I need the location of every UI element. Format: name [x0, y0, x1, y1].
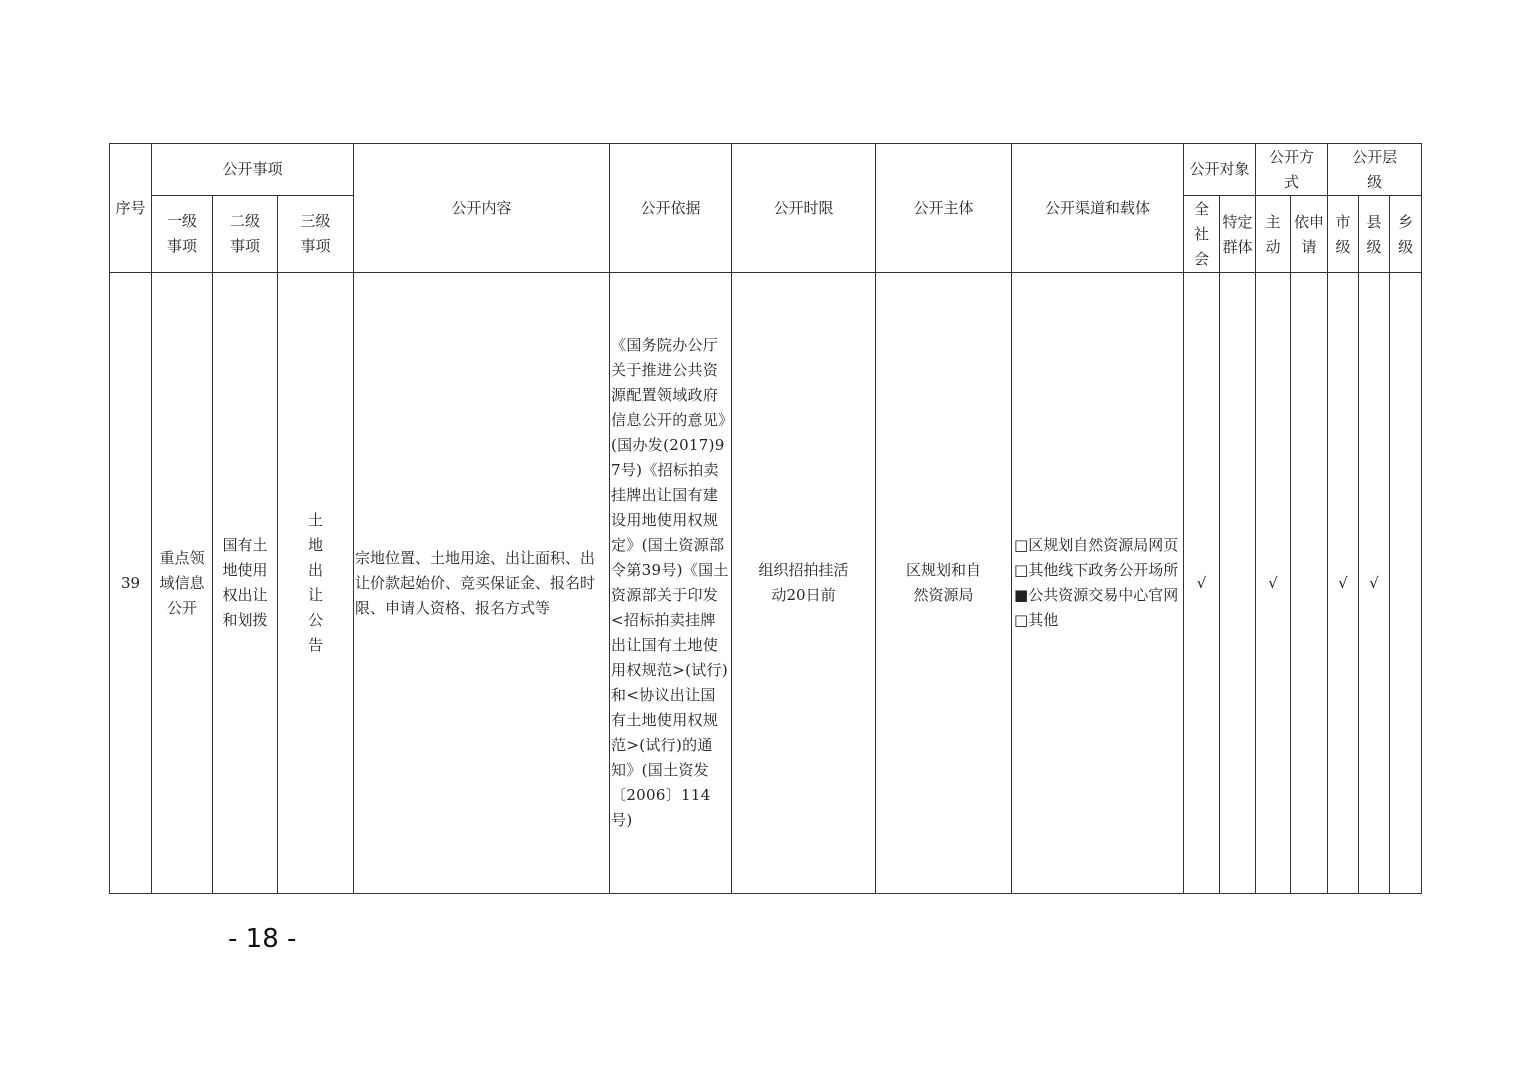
header-target-specific: 特定群体: [1220, 196, 1256, 273]
header-channel: 公开渠道和载体: [1012, 144, 1184, 273]
header-items-group: 公开事项: [152, 144, 354, 196]
channel-item: ■公共资源交易中心官网: [1014, 586, 1179, 604]
header-target-all: 全社会: [1184, 196, 1220, 273]
row-tier-town: [1390, 273, 1422, 894]
row-target-all: √: [1184, 273, 1220, 894]
row-target-specific: [1220, 273, 1256, 894]
header-level1: 一级事项: [152, 196, 213, 273]
row-level3: 土地出让公告: [278, 273, 354, 894]
table-row: [110, 273, 1422, 894]
header-level2: 二级事项: [213, 196, 278, 273]
row-level1: 重点领域信息公开: [152, 273, 213, 894]
header-tier-group: 公开层级: [1328, 144, 1422, 196]
channel-item: □其他: [1014, 611, 1059, 629]
row-mode-request: [1291, 273, 1328, 894]
header-target-group: 公开对象: [1184, 144, 1256, 196]
header-tier-city: 市级: [1328, 196, 1359, 273]
header-content: 公开内容: [354, 144, 610, 273]
row-content: 宗地位置、土地用途、出让面积、出让价款起始价、竞买保证金、报名时限、申请人资格、报名方式等: [354, 273, 610, 894]
header-mode-request: 依申请: [1291, 196, 1328, 273]
header-subject: 公开主体: [876, 144, 1012, 273]
header-seq: 序号: [110, 144, 152, 273]
row-seq: 39: [110, 273, 152, 894]
page-number: - 18 -: [228, 924, 297, 954]
header-time-limit: 公开时限: [732, 144, 876, 273]
header-tier-county: 县级: [1359, 196, 1390, 273]
row-basis: 《国务院办公厅关于推进公共资源配置领域政府信息公开的意见》(国办发(2017)97号)《招标拍卖挂牌出让国有建设用地使用权规定》(国土资源部令第39号)《国土资源部关于印发<招标拍卖挂牌出让国有土地使用权规范>(试行)和<协议出让国有土地使用权规范>(试行)的通知》(国土资发〔2006〕114号): [610, 273, 732, 894]
header-tier-town: 乡级: [1390, 196, 1422, 273]
header-level3: 三级事项: [278, 196, 354, 273]
row-subject: 区规划和自然资源局: [876, 273, 1012, 894]
row-tier-city: √: [1328, 273, 1359, 894]
channel-item: □其他线下政务公开场所: [1014, 561, 1179, 579]
channel-item: □区规划自然资源局网页: [1014, 536, 1179, 554]
header-mode-active: 主动: [1256, 196, 1291, 273]
row-tier-county: √: [1359, 273, 1390, 894]
disclosure-table: [109, 143, 1422, 894]
row-level2: 国有土地使用权出让和划拨: [213, 273, 278, 894]
row-time-limit: 组织招拍挂活动20日前: [732, 273, 876, 894]
header-mode-group: 公开方式: [1256, 144, 1328, 196]
row-channels: [1012, 273, 1184, 894]
header-basis: 公开依据: [610, 144, 732, 273]
row-mode-active: √: [1256, 273, 1291, 894]
